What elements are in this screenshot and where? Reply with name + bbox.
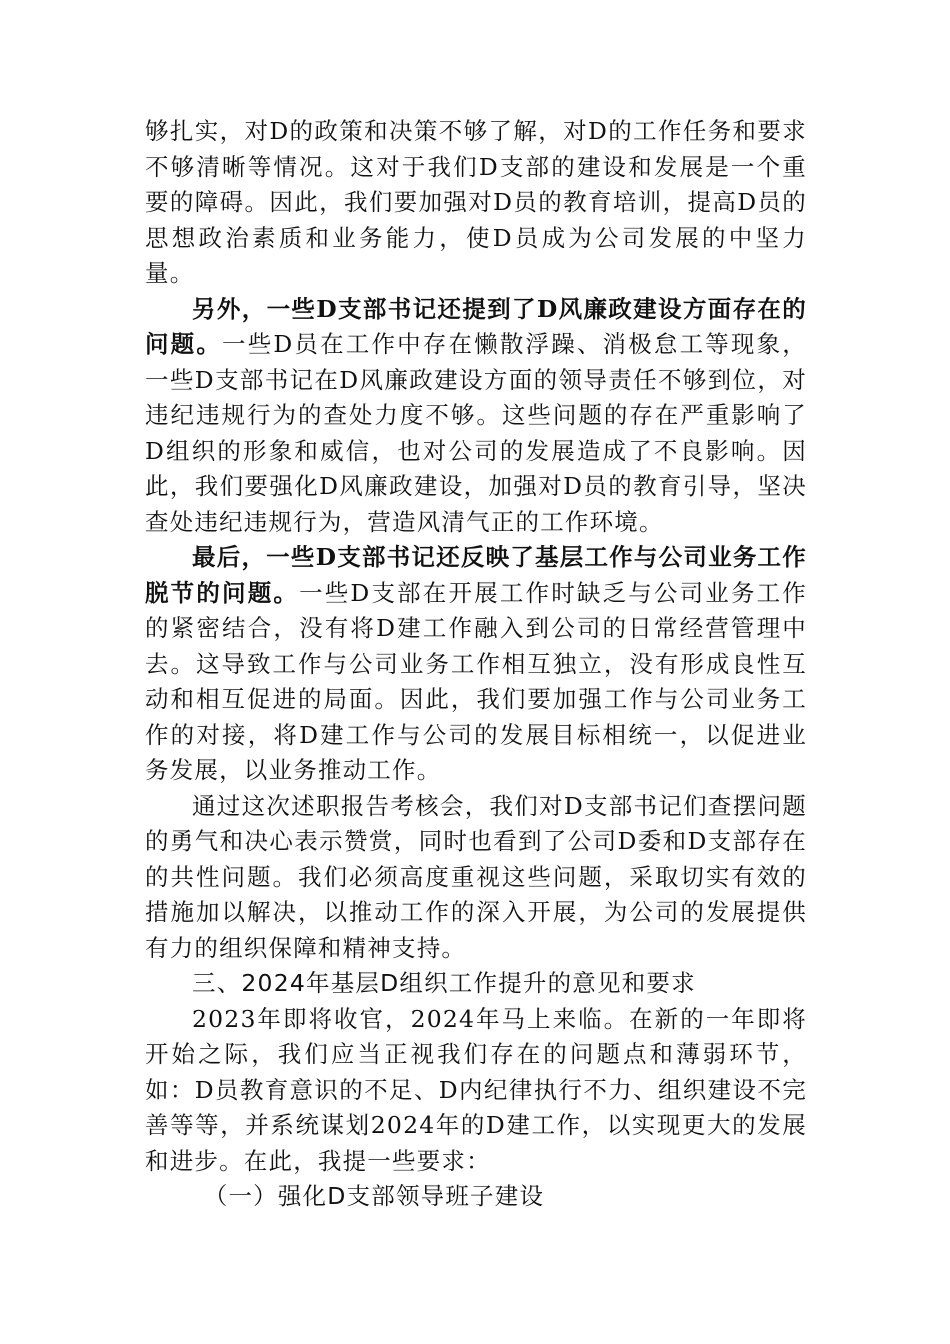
paragraph-text: 一些D员在工作中存在懒散浮躁、消极怠工等现象，一些D支部书记在D风廉政建设方面的领导责任不够到位，对违纪违规行为的查处力度不够。这些问题的存在严重影响了D组织的形象和威信，也对公司的发展造成了不良影响。因此，我们要强化D风廉政建设，加强对D员的教育引导，坚决查处违纪违规行为，营造风清气正的工作环境。 (145, 330, 807, 536)
paragraph-text: 一些D支部在开展工作时缺乏与公司业务工作的紧密结合，没有将D建工作融入到公司的日常经营管理中去。这导致工作与公司业务工作相互独立，没有形成良性互动和相互促进的局面。因此，我们要加强工作与公司业务工作的对接，将D建工作与公司的发展目标相统一，以促进业务发展，以业务推动工作。 (145, 578, 808, 784)
section-heading: 三、2024年基层D组织工作提升的意见和要求 (192, 969, 696, 997)
paragraph-business-disconnect (145, 540, 807, 789)
document-page (145, 114, 807, 1215)
subsection-heading: （一）强化D支部领导班子建设 (203, 1182, 545, 1210)
paragraph-continued (145, 114, 807, 292)
paragraph-lead: 最后，一些D支部书记还反映了基层工作与公司业务工作脱节的问题。 (145, 543, 807, 607)
section-paragraph: 2023年即将收官，2024年马上来临。在新的一年即将开始之际，我们应当正视我们存在的问题点和薄弱环节，如：D员教育意识的不足、D内纪律执行不力、组织建设不完善等等，并系统谋划2024年的D建工作，以实现更大的发展和进步。在此，我提一些要求： (145, 1004, 807, 1175)
paragraph-integrity-issue (145, 292, 807, 541)
paragraph-text: 通过这次述职报告考核会，我们对D支部书记们查摆问题的勇气和决心表示赞赏，同时也看到了公司D委和D支部存在的共性问题。我们必须高度重视这些问题，采取切实有效的措施加以解决，以推动工作的深入开展，为公司的发展提供有力的组织保障和精神支持。 (145, 791, 807, 962)
paragraph-text: 够扎实，对D的政策和决策不够了解，对D的工作任务和要求不够清晰等情况。这对于我们D支部的建设和发展是一个重要的障碍。因此，我们要加强对D员的教育培训，提高D员的思想政治素质和业务能力，使D员成为公司发展的中坚力量。 (145, 117, 807, 287)
paragraph-summary (145, 789, 807, 967)
paragraph-lead: 另外，一些D支部书记还提到了D风廉政建设方面存在的问题。 (145, 294, 807, 358)
